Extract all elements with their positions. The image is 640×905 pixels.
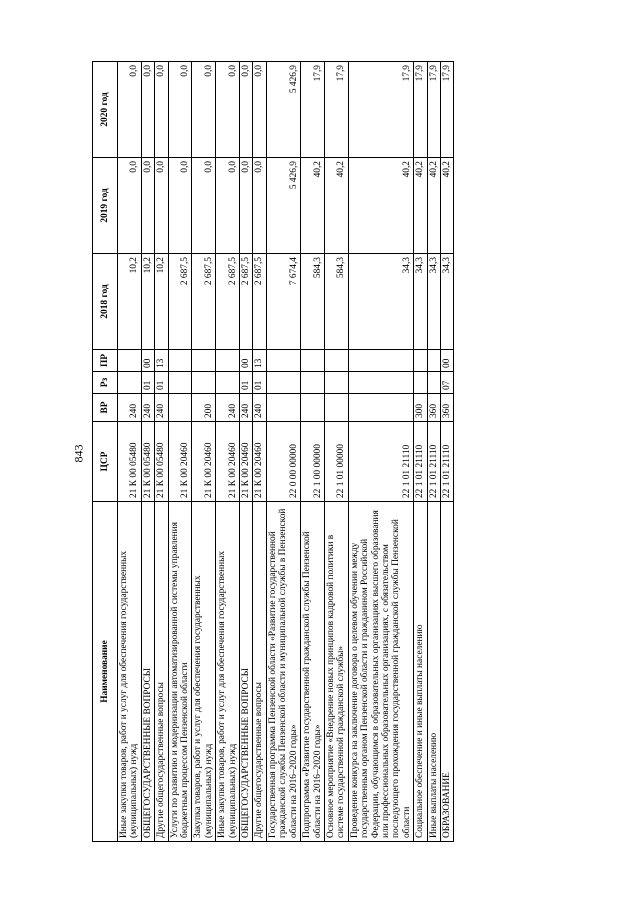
table-row xyxy=(414,62,427,842)
cell-2020: 17,9 xyxy=(427,62,440,158)
cell-csr: 22 1 01 00000 xyxy=(324,422,348,502)
cell-name: ОБЩЕГОСУДАРСТВЕННЫЕ ВОПРОСЫ xyxy=(141,502,154,842)
table-body xyxy=(118,62,454,842)
header-2018: 2018 год xyxy=(93,254,118,350)
cell-rz: 01 xyxy=(141,372,154,394)
cell-pr: 00 xyxy=(141,350,154,372)
cell-rz: 01 xyxy=(155,372,168,394)
header-vr: ВР xyxy=(93,394,118,422)
cell-2018: 2 687,5 xyxy=(192,254,216,350)
cell-2020: 0,0 xyxy=(118,62,142,158)
cell-2019: 0,0 xyxy=(216,158,240,254)
cell-2020: 0,0 xyxy=(253,62,266,158)
table-row xyxy=(118,62,142,842)
cell-vr xyxy=(168,394,192,422)
cell-2018: 2 687,5 xyxy=(168,254,192,350)
cell-2020: 17,9 xyxy=(348,62,413,158)
cell-pr xyxy=(301,350,325,372)
cell-rz xyxy=(266,372,300,394)
cell-2020: 17,9 xyxy=(414,62,427,158)
cell-2020: 0,0 xyxy=(216,62,240,158)
header-pr: ПР xyxy=(93,350,118,372)
cell-2018: 34,3 xyxy=(348,254,413,350)
table-row xyxy=(253,62,266,842)
cell-2020: 0,0 xyxy=(240,62,253,158)
table-row xyxy=(168,62,192,842)
cell-2019: 5 426,9 xyxy=(266,158,300,254)
cell-2018: 2 687,5 xyxy=(253,254,266,350)
cell-name: Другие общегосударственные вопросы xyxy=(155,502,168,842)
cell-csr: 22 0 00 00000 xyxy=(266,422,300,502)
cell-rz xyxy=(414,372,427,394)
cell-name: ОБРАЗОВАНИЕ xyxy=(440,502,453,842)
cell-2020: 17,9 xyxy=(324,62,348,158)
cell-2018: 34,3 xyxy=(440,254,453,350)
cell-2020: 0,0 xyxy=(168,62,192,158)
cell-2019: 40,2 xyxy=(414,158,427,254)
cell-2019: 0,0 xyxy=(118,158,142,254)
cell-2020: 17,9 xyxy=(301,62,325,158)
cell-csr: 21 К 00 20460 xyxy=(216,422,240,502)
cell-csr: 21 К 00 20460 xyxy=(192,422,216,502)
cell-vr: 240 xyxy=(118,394,142,422)
cell-2018: 34,3 xyxy=(427,254,440,350)
cell-rz xyxy=(348,372,413,394)
cell-name: Другие общегосударственные вопросы xyxy=(253,502,266,842)
table-row xyxy=(192,62,216,842)
cell-2020: 0,0 xyxy=(155,62,168,158)
cell-rz xyxy=(192,372,216,394)
cell-name: Иные выплаты населению xyxy=(427,502,440,842)
cell-csr: 22 1 00 00000 xyxy=(301,422,325,502)
cell-vr: 240 xyxy=(216,394,240,422)
cell-rz: 07 xyxy=(440,372,453,394)
table-row xyxy=(141,62,154,842)
cell-2020: 5 426,9 xyxy=(266,62,300,158)
cell-csr: 21 К 00 20460 xyxy=(253,422,266,502)
cell-rz xyxy=(168,372,192,394)
cell-2020: 17,9 xyxy=(440,62,453,158)
cell-vr: 360 xyxy=(440,394,453,422)
cell-csr: 21 К 00 20460 xyxy=(240,422,253,502)
table-row xyxy=(324,62,348,842)
cell-vr: 240 xyxy=(253,394,266,422)
table-row xyxy=(155,62,168,842)
cell-vr xyxy=(348,394,413,422)
cell-rz xyxy=(301,372,325,394)
cell-pr: 13 xyxy=(155,350,168,372)
cell-pr xyxy=(168,350,192,372)
header-name: Наименование xyxy=(93,502,118,842)
cell-2018: 10,2 xyxy=(118,254,142,350)
budget-table xyxy=(92,61,454,842)
cell-rz: 01 xyxy=(253,372,266,394)
table-row xyxy=(216,62,240,842)
cell-vr: 200 xyxy=(192,394,216,422)
cell-vr: 240 xyxy=(155,394,168,422)
cell-2018: 2 687,5 xyxy=(240,254,253,350)
cell-2018: 2 687,5 xyxy=(216,254,240,350)
cell-2020: 0,0 xyxy=(141,62,154,158)
cell-pr: 00 xyxy=(240,350,253,372)
cell-2018: 10,2 xyxy=(141,254,154,350)
cell-2018: 7 674,4 xyxy=(266,254,300,350)
cell-2018: 584,3 xyxy=(301,254,325,350)
table-header-row xyxy=(93,62,118,842)
cell-vr xyxy=(301,394,325,422)
cell-name: Проведение конкурса на заключение договора о целевом обучении между государственным органом Пензенской области и гражданином Российской Федерации, обучающимся в образовательных организациях высшего образования или профессиональных образовательных организациях, с обязательством последующего прохождения государственной гражданской службы Пензенской области xyxy=(348,502,413,842)
cell-csr: 21 К 00 05480 xyxy=(118,422,142,502)
cell-rz xyxy=(118,372,142,394)
cell-pr: 13 xyxy=(253,350,266,372)
cell-2018: 10,2 xyxy=(155,254,168,350)
cell-rz xyxy=(216,372,240,394)
cell-vr: 240 xyxy=(240,394,253,422)
header-2020: 2020 год xyxy=(93,62,118,158)
cell-2018: 34,3 xyxy=(414,254,427,350)
cell-2019: 0,0 xyxy=(253,158,266,254)
cell-2019: 0,0 xyxy=(192,158,216,254)
cell-pr xyxy=(324,350,348,372)
cell-name: Иные закупки товаров, работ и услуг для обеспечения государственных (муниципальных) нужд xyxy=(216,502,240,842)
cell-pr xyxy=(414,350,427,372)
cell-vr: 360 xyxy=(427,394,440,422)
table-row xyxy=(427,62,440,842)
cell-csr: 22 1 01 21110 xyxy=(414,422,427,502)
cell-vr xyxy=(266,394,300,422)
header-2019: 2019 год xyxy=(93,158,118,254)
cell-pr xyxy=(266,350,300,372)
cell-rz: 01 xyxy=(240,372,253,394)
cell-vr: 300 xyxy=(414,394,427,422)
cell-2019: 40,2 xyxy=(427,158,440,254)
cell-2019: 0,0 xyxy=(141,158,154,254)
cell-csr: 22 1 01 21110 xyxy=(440,422,453,502)
header-rz: Рз xyxy=(93,372,118,394)
cell-csr: 21 К 00 05480 xyxy=(155,422,168,502)
cell-2020: 0,0 xyxy=(192,62,216,158)
cell-name: Иные закупки товаров, работ и услуг для обеспечения государственных (муниципальных) нужд xyxy=(118,502,142,842)
cell-2019: 0,0 xyxy=(240,158,253,254)
cell-name: ОБЩЕГОСУДАРСТВЕННЫЕ ВОПРОСЫ xyxy=(240,502,253,842)
cell-name: Закупка товаров, работ и услуг для обеспечения государственных (муниципальных) нужд xyxy=(192,502,216,842)
cell-2019: 40,2 xyxy=(324,158,348,254)
cell-2018: 584,3 xyxy=(324,254,348,350)
header-csr: ЦСР xyxy=(93,422,118,502)
cell-2019: 40,2 xyxy=(301,158,325,254)
table-row xyxy=(440,62,453,842)
cell-name: Государственная программа Пензенской области «Развитие государственной гражданской службы Пензенской области и муниципальной службы в Пензенской области на 2016–2020 годы» xyxy=(266,502,300,842)
cell-name: Основное мероприятие «Внедрение новых принципов кадровой политики в системе государственной гражданской службы» xyxy=(324,502,348,842)
cell-vr xyxy=(324,394,348,422)
cell-2019: 0,0 xyxy=(168,158,192,254)
cell-pr xyxy=(427,350,440,372)
cell-csr: 21 К 00 20460 xyxy=(168,422,192,502)
cell-pr xyxy=(118,350,142,372)
cell-name: Социальное обеспечение и иные выплаты населению xyxy=(414,502,427,842)
cell-pr xyxy=(348,350,413,372)
table-row xyxy=(266,62,300,842)
cell-csr: 22 1 01 21110 xyxy=(348,422,413,502)
cell-csr: 22 1 01 21110 xyxy=(427,422,440,502)
cell-2019: 40,2 xyxy=(348,158,413,254)
page-number: 843 xyxy=(71,444,86,463)
cell-vr: 240 xyxy=(141,394,154,422)
table-row xyxy=(240,62,253,842)
cell-pr xyxy=(216,350,240,372)
cell-2019: 40,2 xyxy=(440,158,453,254)
cell-name: Подпрограмма «Развитие государственной гражданской службы Пензенской области на 2016–2020 годы» xyxy=(301,502,325,842)
cell-rz xyxy=(427,372,440,394)
cell-name: Услуги по развитию и модернизации автоматизированной системы управления бюджетным процессом Пензенской области xyxy=(168,502,192,842)
cell-rz xyxy=(324,372,348,394)
cell-pr: 00 xyxy=(440,350,453,372)
table-row xyxy=(301,62,325,842)
rotated-table-container xyxy=(92,62,560,842)
table-row xyxy=(348,62,413,842)
cell-pr xyxy=(192,350,216,372)
cell-2019: 0,0 xyxy=(155,158,168,254)
cell-csr: 21 К 00 05480 xyxy=(141,422,154,502)
